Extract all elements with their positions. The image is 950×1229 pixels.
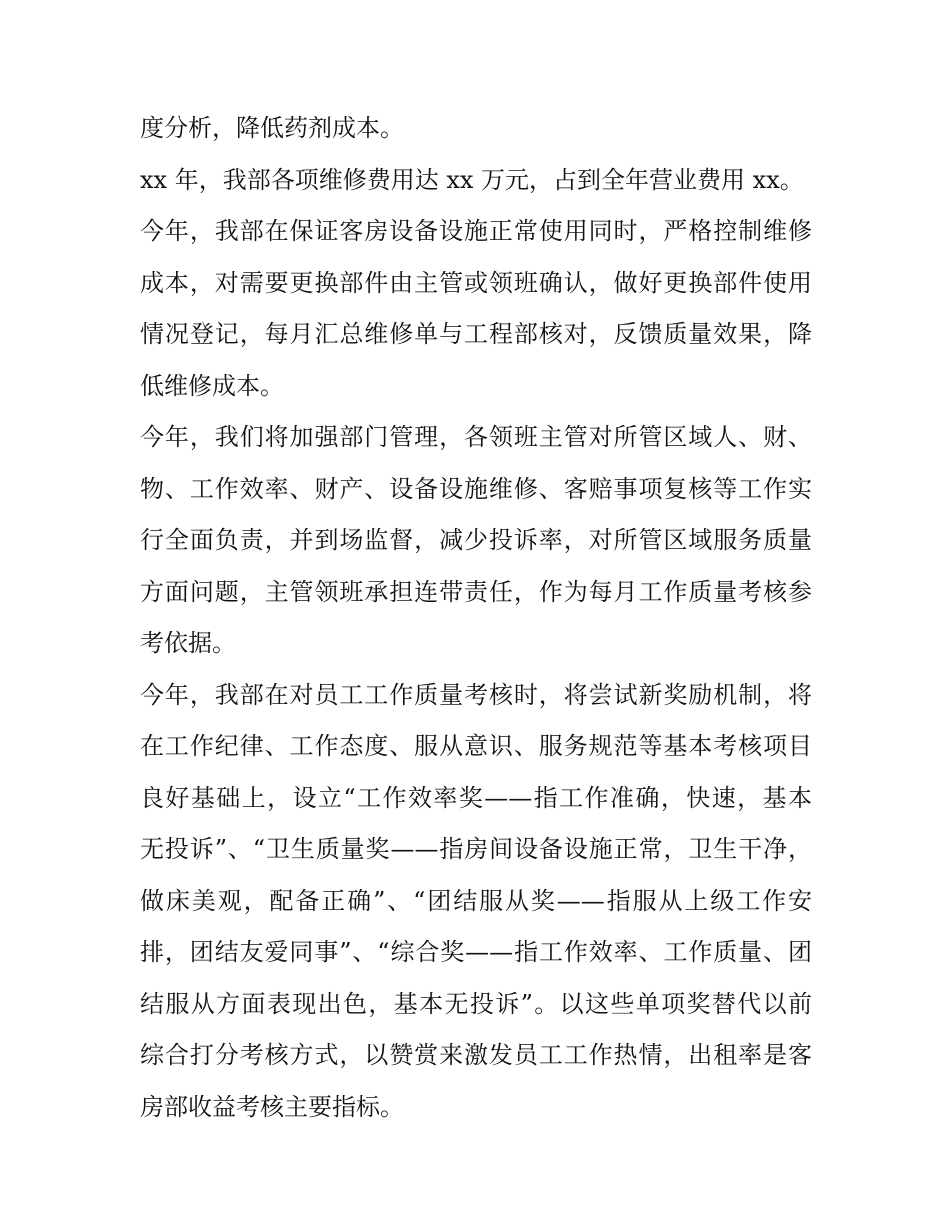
text-line: 房部收益考核主要指标。 — [140, 1092, 404, 1121]
text-line: 物、工作效率、财产、设备设施维修、客赔事项复核等工作实 — [140, 474, 812, 503]
text-line: 结服从方面表现出色，基本无投诉”。以这些单项奖替代以前 — [140, 989, 812, 1018]
text-line: 行全面负责，并到场监督，减少投诉率，对所管区域服务质量 — [140, 526, 812, 554]
document-body — [140, 103, 812, 1133]
text-line: 今年，我部在保证客房设备设施正常使用同时，严格控制维修 — [140, 217, 812, 245]
text-line: 情况登记，每月汇总维修单与工程部核对，反馈质量效果，降 — [140, 320, 812, 348]
text-line: 排，团结友爱同事”、“综合奖——指工作效率、工作质量、团 — [140, 938, 812, 966]
text-line: 良好基础上，设立“工作效率奖——指工作准确，快速，基本 — [140, 783, 812, 812]
text-line: 方面问题，主管领班承担连带责任，作为每月工作质量考核参 — [140, 577, 812, 606]
text-line: 在工作纪律、工作态度、服从意识、服务规范等基本考核项目 — [140, 732, 812, 760]
text-line: xx 年，我部各项维修费用达 xx 万元，占到全年营业费用 xx。 — [140, 165, 804, 194]
text-line: 综合打分考核方式，以赞赏来激发员工工作热情，出租率是客 — [140, 1041, 812, 1069]
text-line: 成本，对需要更换部件由主管或领班确认，做好更换部件使用 — [140, 268, 812, 297]
text-line: 度分析，降低药剂成本。 — [140, 114, 404, 142]
text-line: 今年，我部在对员工工作质量考核时，将尝试新奖励机制，将 — [140, 680, 812, 709]
text-line: 考依据。 — [140, 629, 236, 657]
text-line: 做床美观，配备正确”、“团结服从奖——指服从上级工作安 — [140, 886, 812, 915]
text-line: 低维修成本。 — [140, 371, 284, 400]
text-line: 今年，我们将加强部门管理，各领班主管对所管区域人、财、 — [140, 423, 812, 451]
text-line: 无投诉”、“卫生质量奖——指房间设备设施正常，卫生干净， — [140, 835, 812, 863]
